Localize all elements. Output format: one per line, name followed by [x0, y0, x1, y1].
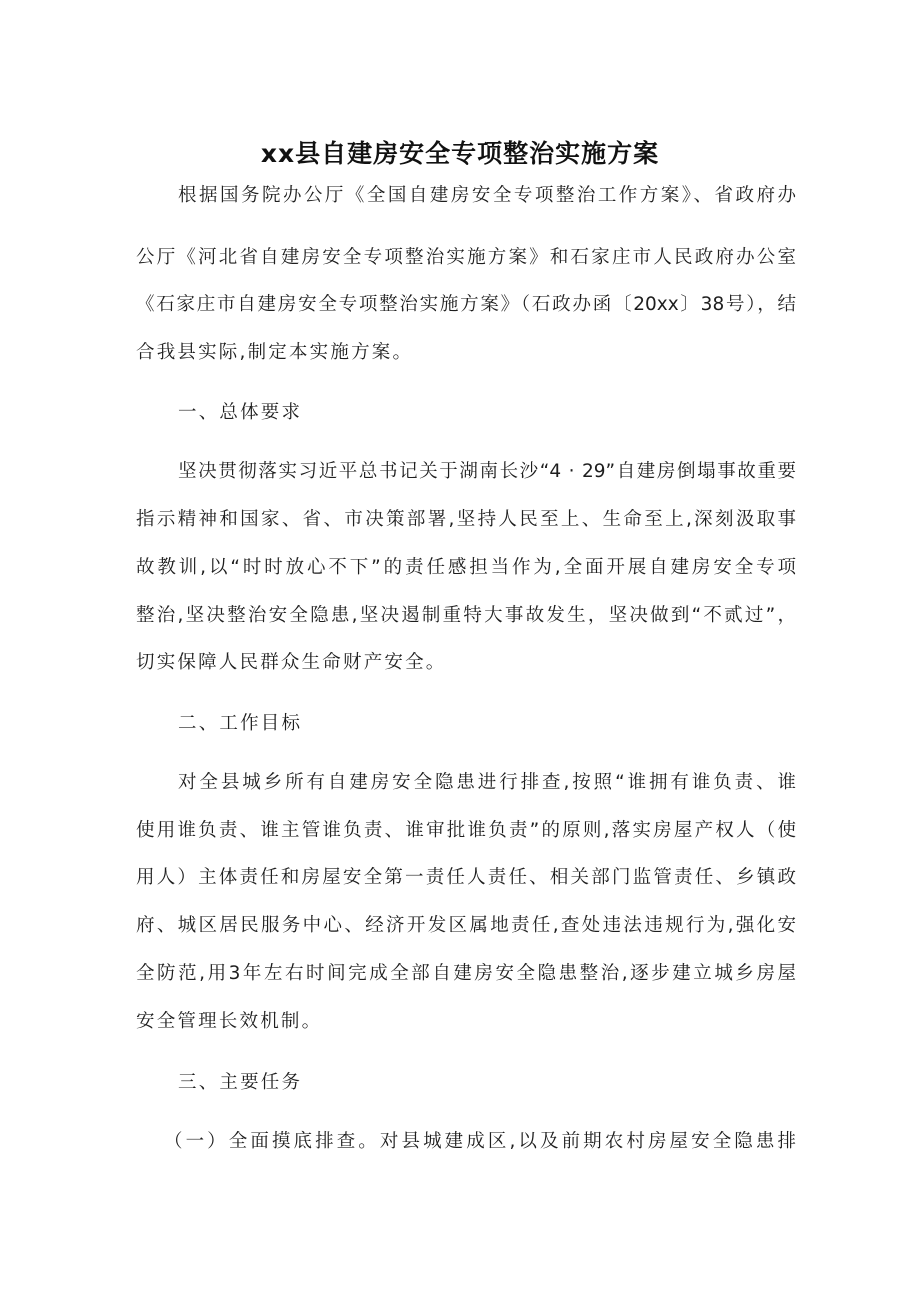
intro-line-4: 合我县实际,制定本实施方案。: [136, 342, 414, 363]
document-title: xx县自建房安全专项整治实施方案: [260, 139, 660, 168]
section-3-line-1: （一）全面摸底排查。对县城建成区,以及前期农村房屋安全隐患排: [164, 1131, 796, 1152]
section-1-line-3: 故教训,以“时时放心不下”的责任感担当作为,全面开展自建房安全专项: [136, 557, 796, 578]
intro-line-3: 《石家庄市自建房安全专项整治实施方案》（石政办函〔20xx〕38号），结: [136, 294, 796, 315]
section-2-line-1: 对全县城乡所有自建房安全隐患进行排查,按照“谁拥有谁负责、谁: [178, 772, 796, 793]
section-1-line-4: 整治,坚决整治安全隐患,坚决遏制重特大事故发生，坚决做到“不贰过”，: [136, 605, 796, 626]
intro-line-1: 根据国务院办公厅《全国自建房安全专项整治工作方案》、省政府办: [178, 185, 796, 206]
section-2-heading: 二、工作目标: [178, 713, 303, 734]
section-1-line-5: 切实保障人民群众生命财产安全。: [136, 652, 447, 673]
section-2-line-4: 府、城区居民服务中心、经济开发区属地责任,查处违法违规行为,强化安: [136, 915, 796, 936]
section-1-line-1: 坚决贯彻落实习近平总书记关于湖南长沙“4 · 29”自建房倒塌事故重要: [178, 461, 796, 482]
section-1-heading: 一、总体要求: [178, 402, 303, 423]
section-2-line-6: 安全管理长效机制。: [136, 1011, 323, 1032]
section-3-heading: 三、主要任务: [178, 1072, 303, 1093]
section-2-line-2: 使用谁负责、谁主管谁负责、谁审批谁负责”的原则,落实房屋产权人（使: [136, 820, 796, 841]
section-1-line-2: 指示精神和国家、省、市决策部署,坚持人民至上、生命至上,深刻汲取事: [136, 509, 796, 530]
section-2-line-5: 全防范,用3年左右时间完成全部自建房安全隐患整治,逐步建立城乡房屋: [136, 963, 796, 984]
intro-line-2: 公厅《河北省自建房安全专项整治实施方案》和石家庄市人民政府办公室: [136, 247, 796, 268]
section-2-line-3: 用人）主体责任和房屋安全第一责任人责任、相关部门监管责任、乡镇政: [136, 867, 796, 888]
